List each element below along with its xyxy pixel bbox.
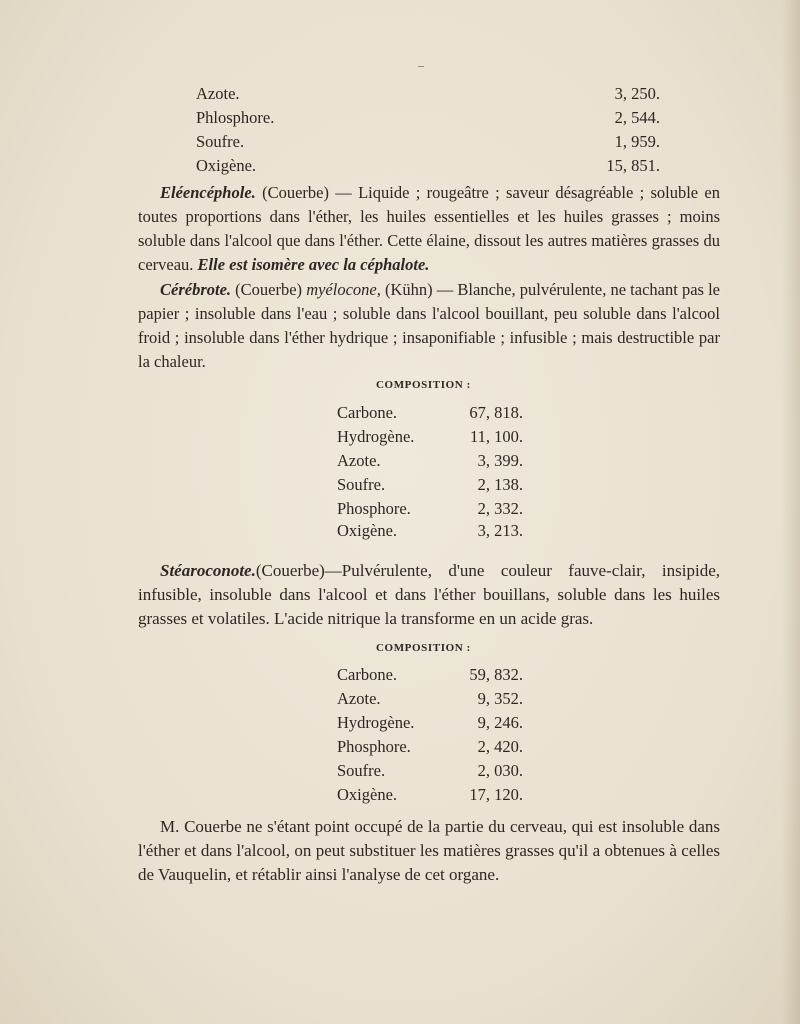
table-row <box>337 687 523 710</box>
element-value: 15, 851. <box>606 156 660 175</box>
table-row <box>196 130 660 153</box>
element-name: Soufre. <box>196 132 245 151</box>
table-row <box>337 759 523 782</box>
element-value: 17, 120. <box>469 785 523 804</box>
table-row <box>337 663 523 686</box>
element-value: 3, 399. <box>477 451 523 470</box>
element-name: Phosphore. <box>337 737 411 756</box>
table-row <box>337 735 523 758</box>
element-name: Oxigène. <box>196 156 257 175</box>
table-row <box>337 473 523 496</box>
page-edge-shadow <box>782 0 800 1024</box>
element-value: 2, 420. <box>477 737 523 756</box>
element-value: 9, 246. <box>477 713 523 732</box>
element-name: Carbone. <box>337 403 398 422</box>
author: (Couerbe) <box>231 280 307 299</box>
composition-heading: COMPOSITION : <box>376 379 471 391</box>
composition-heading: COMPOSITION : <box>376 642 471 654</box>
element-name: Soufre. <box>337 761 386 780</box>
element-name: Hydrogène. <box>337 713 415 732</box>
paragraph-eleencephole <box>138 181 720 277</box>
conclusion-text: M. Couerbe ne s'étant point occupé de la partie du cerveau, qui est insoluble dans l'éther et dans l'alcool, on peut substituer les matières grasses qu'il a obtenues à celles de Vauquelin, et rétablir ainsi l'analyse de cet organe. <box>138 817 720 884</box>
alt-name: myélocone, <box>306 280 381 299</box>
description: — Liquide ; rougeâtre ; saveur désagréable ; soluble en toutes proportions dans l'éther, les huiles essentielles et les huiles grasses ; moins soluble dans l'alcool que dans l'éther. Cette élaine, dissout les autres matières grasses du cerveau. <box>138 183 721 274</box>
element-value: 59, 832. <box>469 665 523 684</box>
table-row <box>196 82 660 105</box>
element-value: 2, 030. <box>477 761 523 780</box>
element-name: Hydrogène. <box>337 427 415 446</box>
element-name: Azote. <box>337 451 381 470</box>
page-mark: – <box>418 58 424 72</box>
element-name: Oxigène. <box>337 521 398 540</box>
element-value: 2, 544. <box>614 108 660 127</box>
element-name: Azote. <box>337 689 381 708</box>
table-row <box>196 106 660 129</box>
element-value: 67, 818. <box>469 403 523 422</box>
paragraph-conclusion <box>138 815 720 887</box>
table-row <box>337 425 523 448</box>
element-name: Carbone. <box>337 665 398 684</box>
element-value: 11, 100. <box>469 427 523 446</box>
table-row <box>337 401 523 424</box>
element-name: Phlosphore. <box>196 108 275 127</box>
description: (Kühn) — Blanche, pulvérulente, ne tachant pas le papier ; insoluble dans l'eau ; soluble dans l'alcool bouillant, peu soluble dans l'alcool froid ; insoluble dans l'éther hydrique ; insaponifiable ; infusible ; mais destructible par la chaleur. <box>138 280 720 371</box>
element-name: Azote. <box>196 84 240 103</box>
element-value: 2, 138. <box>477 475 523 494</box>
element-value: 2, 332. <box>477 499 523 518</box>
paragraph-stearoconote <box>138 559 720 631</box>
substance-name: Cérébrote. <box>160 280 232 299</box>
table-row <box>337 449 523 472</box>
substance-name: Eléencéphole. <box>160 183 256 202</box>
substance-name: Stéaroconote. <box>160 561 256 580</box>
element-name: Oxigène. <box>337 785 398 804</box>
element-name: Soufre. <box>337 475 386 494</box>
table-row <box>337 519 523 542</box>
element-value: 9, 352. <box>477 689 523 708</box>
paragraph-cerebrote <box>138 278 720 374</box>
element-name: Phosphore. <box>337 499 411 518</box>
table-row <box>196 154 660 177</box>
table-row <box>337 783 523 806</box>
table-row <box>337 711 523 734</box>
author: (Couerbe) <box>262 183 329 202</box>
description: (Couerbe)—Pulvérulente, d'une couleur fauve-clair, insipide, infusible, insoluble dans l'alcool et dans l'éther bouillans, soluble dans les huiles grasses et volatiles. L'acide nitrique la transforme en un acide gras. <box>138 561 720 628</box>
emphasis: Elle est isomère avec la céphalote. <box>197 255 430 274</box>
element-value: 3, 250. <box>614 84 660 103</box>
table-row <box>337 497 523 520</box>
element-value: 3, 213. <box>477 521 523 540</box>
element-value: 1, 959. <box>614 132 660 151</box>
